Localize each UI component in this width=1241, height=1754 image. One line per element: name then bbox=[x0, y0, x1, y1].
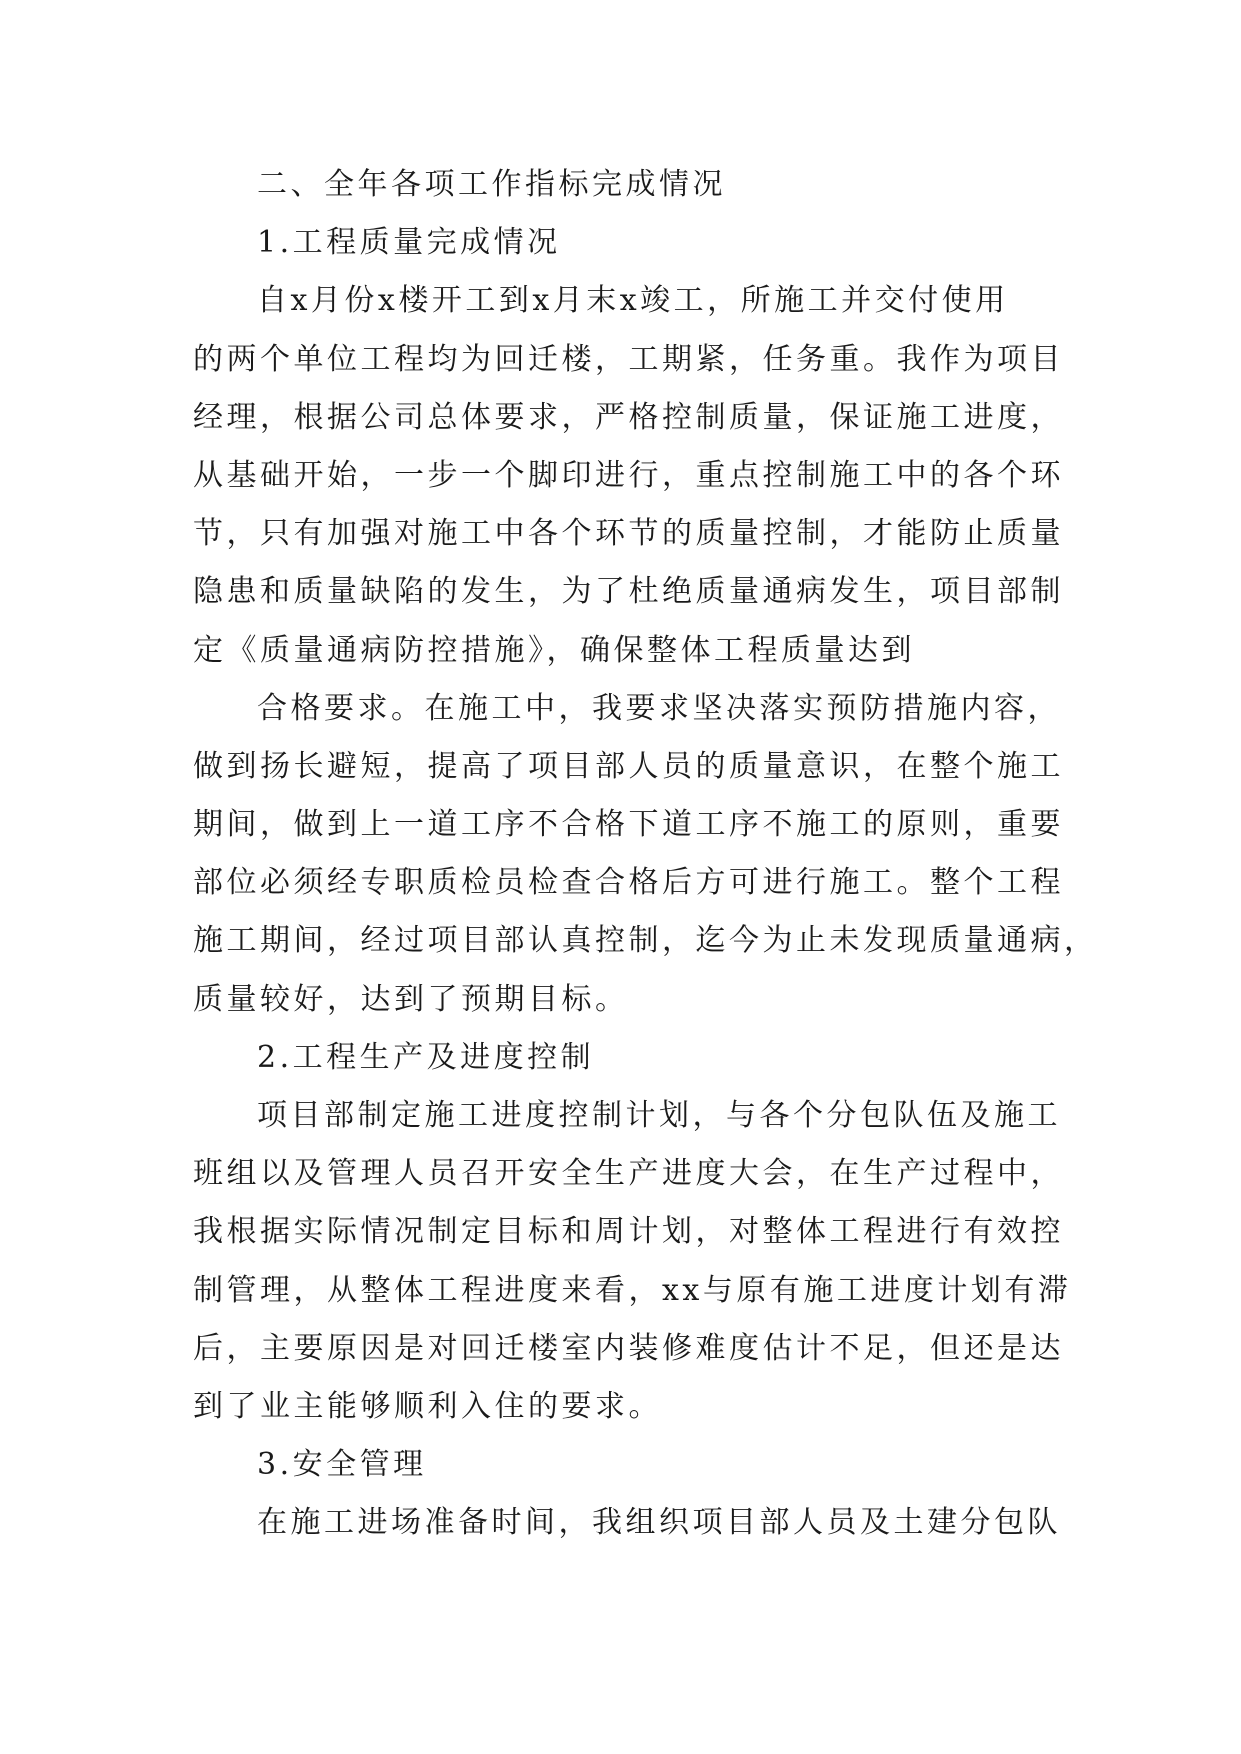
paragraph-line: 从基础开始，一步一个脚印进行，重点控制施工中的各个环 bbox=[193, 457, 1064, 493]
paragraph-line: 做到扬长避短，提高了项目部人员的质量意识，在整个施工 bbox=[193, 748, 1064, 784]
document-body bbox=[193, 156, 1098, 1553]
paragraph-line: 项目部制定施工进度控制计划，与各个分包队伍及施工 bbox=[257, 1098, 1061, 1133]
subsection-heading-safety: 3.安全管理 bbox=[257, 1447, 427, 1483]
paragraph-line: 期间，做到上一道工序不合格下道工序不施工的原则，重要 bbox=[193, 807, 1064, 843]
section-heading: 二、全年各项工作指标完成情况 bbox=[257, 167, 726, 202]
subsection-heading-progress: 2.工程生产及进度控制 bbox=[257, 1039, 595, 1075]
subsection-heading-quality: 1.工程质量完成情况 bbox=[257, 225, 561, 261]
paragraph-line: 在施工进场准备时间，我组织项目部人员及土建分包队 bbox=[257, 1505, 1061, 1541]
paragraph-line: 的两个单位工程均为回迁楼，工期紧，任务重。我作为项目 bbox=[193, 341, 1064, 377]
paragraph-line: 隐患和质量缺陷的发生，为了杜绝质量通病发生，项目部制 bbox=[193, 574, 1064, 610]
paragraph-line: 后，主要原因是对回迁楼室内装修难度估计不足，但还是达 bbox=[193, 1330, 1064, 1366]
paragraph-line: 定《质量通病防控措施》，确保整体工程质量达到 bbox=[193, 632, 915, 668]
paragraph-line: 质量较好，达到了预期目标。 bbox=[193, 981, 629, 1017]
paragraph-line: 部位必须经专职质检员检查合格后方可进行施工。整个工程 bbox=[193, 865, 1064, 901]
paragraph-line: 经理，根据公司总体要求，严格控制质量，保证施工进度， bbox=[193, 399, 1064, 435]
paragraph-line: 施工期间，经过项目部认真控制，迄今为止未发现质量通病， bbox=[193, 923, 1098, 959]
paragraph-line: 节，只有加强对施工中各个环节的质量控制，才能防止质量 bbox=[193, 516, 1064, 552]
paragraph-line: 班组以及管理人员召开安全生产进度大会，在生产过程中， bbox=[193, 1156, 1064, 1192]
paragraph-line: 我根据实际情况制定目标和周计划，对整体工程进行有效控 bbox=[193, 1214, 1064, 1250]
paragraph-line: 到了业主能够顺利入住的要求。 bbox=[193, 1388, 662, 1424]
paragraph-line: 制管理，从整体工程进度来看，xx与原有施工进度计划有滞 bbox=[193, 1272, 1072, 1308]
paragraph-line: 合格要求。在施工中，我要求坚决落实预防措施内容， bbox=[257, 690, 1061, 726]
paragraph-line: 自x月份x楼开工到x月末x竣工，所施工并交付使用 bbox=[257, 283, 1009, 319]
